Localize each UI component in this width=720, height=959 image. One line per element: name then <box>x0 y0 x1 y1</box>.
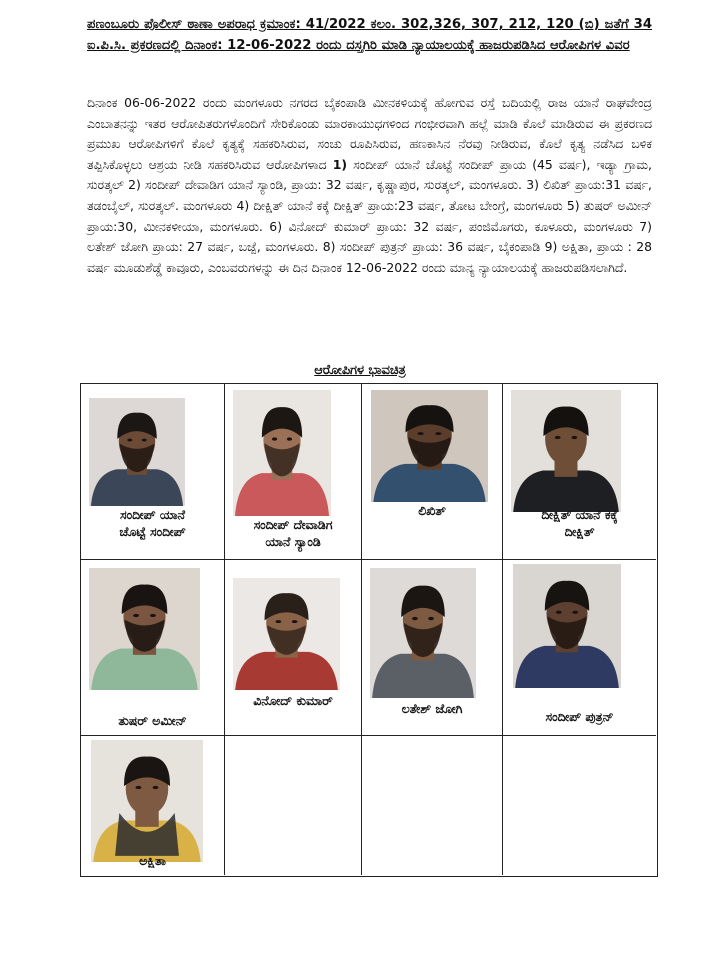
accused-name-line: ಅಕ್ಷಿತಾ <box>139 853 166 868</box>
accused-name-label <box>503 506 656 540</box>
accused-name-line: ಸಂದೀಪ್ ದೇವಾಡಿಗ <box>253 517 333 532</box>
accused-name-label <box>362 700 502 717</box>
photo-cell <box>81 736 225 875</box>
accused-photo <box>89 568 200 690</box>
document-heading: ಪಣಂಬೂರು ಪೊಲೀಸ್ ಠಾಣಾ ಅಪರಾಧ ಕ್ರಮಾಂಕ: 41/2022 ಕಲಂ. 302,326, 307, 212, 120 (ಬಿ) ಜತೆಗೆ 34 ಐ.ಪಿ.ಸಿ. ಪ್ರಕರಣದಲ್ಲಿ ದಿನಾಂಕ: 12-06-2022 ರಂದು ದಸ್ತಗಿರಿ ಮಾಡಿ ನ್ಯಾಯಾಲಯಕ್ಕೆ ಹಾಜರುಪಡಿಸಿದ ಆರೋಪಿಗಳ ವಿವರ <box>87 17 652 53</box>
accused-name-label <box>362 502 502 519</box>
photo-cell <box>503 560 656 736</box>
accused-photo <box>233 390 331 516</box>
case-description-part2: ಸಂದೀಪ್ ಯಾನೆ ಚೊಟ್ಟೆ ಸಂದೀಪ್ ಪ್ರಾಯ (45 ವರ್ಷ), ಇಡ್ಯಾ ಗ್ರಾಮ, ಸುರತ್ಕಲ್ 2) ಸಂದೀಪ್ ದೇವಾಡಿಗ ಯಾನೆ ಸ್ಯಾಂಡಿ, ಪ್ರಾಯ: 32 ವರ್ಷ, ಕೃಷ್ಣಾಪುರ, ಸುರತ್ಕಲ್, ಮಂಗಳೂರು. 3) ಲಿಖಿತ್ ಪ್ರಾಯ:31 ವರ್ಷ, ತಡಂಬೈಲ್, ಸುರತ್ಕಲ್. ಮಂಗಳೂರು 4) ದೀಕ್ಷಿತ್ ಯಾನೆ ಕಕ್ಕೆ ದೀಕ್ಷಿತ್ ಪ್ರಾಯ:23 ವರ್ಷ, ತೋಟ ಬೇಂಗ್ರೆ, ಮಂಗಳೂರು 5) ತುಷರ್ ಅಮೀನ್ ಪ್ರಾಯ:30, ಮೀನಕಳೀಯಾ, ಮಂಗಳೂರು. 6) ವಿನೋದ್ ಕುಮಾರ್ ಪ್ರಾಯ: 32 ವರ್ಷ, ಪಂಜಿಮೊಗರು, ಕೂಳೂರು, ಮಂಗಳೂರು 7) ಲತೇಶ್ ಜೋಗಿ ಪ್ರಾಯ: 27 ವರ್ಷ, ಬಜ್ಪೆ, ಮಂಗಳೂರು. 8) ಸಂದೀಪ್ ಪುತ್ರನ್ ಪ್ರಾಯ: 36 ವರ್ಷ, ಬೈಕಂಪಾಡಿ 9) ಅಕ್ಷಿತಾ, ಪ್ರಾಯ : 28 ವರ್ಷ ಮೂಡುಶೆಡ್ಡೆ ಕಾವೂರು, ಎಂಬವರುಗಳನ್ನು ಈ ದಿನ ದಿನಾಂಕ 12-06-2022 ರಂದು ಮಾನ್ಯ ನ್ಯಾಯಾಲಯಕ್ಕೆ ಹಾಜರುಪಡಿಸಲಾಗಿದೆ. <box>87 156 652 275</box>
accused-name-line: ಲತೇಶ್ ಜೋಗಿ <box>401 701 463 716</box>
accused-name-label <box>225 692 361 709</box>
photo-cell <box>81 560 225 736</box>
accused-photo <box>233 578 340 690</box>
photo-cell <box>225 560 362 736</box>
photo-cell <box>81 384 225 560</box>
accused-photo <box>513 564 621 688</box>
photo-cell <box>362 384 503 560</box>
accused-name-label <box>81 712 224 729</box>
photo-cell <box>362 560 503 736</box>
accused-photo <box>511 390 621 512</box>
accused-name-label <box>81 852 224 869</box>
accused-name-line: ಸಂದೀಪ್ ಯಾನೆ <box>120 507 185 522</box>
accused-photo <box>371 390 488 502</box>
accused-name-line: ಯಾನೆ ಸ್ಯಾಂಡಿ <box>265 534 321 549</box>
accused-photo <box>91 740 203 862</box>
photo-cell <box>225 384 362 560</box>
accused-photo <box>370 568 476 698</box>
photo-cell <box>225 736 362 875</box>
accused-name-label <box>225 516 361 550</box>
accused-name-line: ಚೊಟ್ಟೆ ಸಂದೀಪ್ <box>119 524 186 539</box>
photo-cell <box>362 736 503 875</box>
accused-name-line: ಲಿಖಿತ್ <box>418 503 446 518</box>
case-description-bold-number: 1) <box>332 156 347 172</box>
accused-name-line: ದೀಕ್ಷಿತ್ ಯಾನೆ ಕಕ್ಕೆ <box>541 507 618 522</box>
photo-table-title: ಆರೋಪಿಗಳ ಭಾವಚಿತ್ರ <box>314 363 406 378</box>
accused-photo-grid <box>80 383 658 877</box>
accused-name-line: ದೀಕ್ಷಿತ್ <box>564 524 595 539</box>
accused-name-line: ತುಷರ್ ಅಮೀನ್ <box>118 713 187 728</box>
accused-photo <box>89 398 185 506</box>
photo-cell <box>503 736 656 875</box>
case-description-part1: ದಿನಾಂಕ 06-06-2022 ರಂದು ಮಂಗಳೂರು ನಗರದ ಬೈಕಂಪಾಡಿ ಮೀನಕಳಿಯಕ್ಕೆ ಹೋಗುವ ರಸ್ತೆ ಬದಿಯಲ್ಲಿ ರಾಜ ಯಾನೆ ರಾಘವೇಂದ್ರ ಎಂಬಾತನನ್ನು ಇತರ ಆರೋಪಿತರುಗಳೊಂದಿಗೆ ಸೇರಿಕೊಂಡು ಮಾರಕಾಯುಧಗಳಿಂದ ಗಂಭೀರವಾಗಿ ಹಲ್ಲೆ ಮಾಡಿ ಕೊಲೆ ಮಾಡಿರುವ ಈ ಪ್ರಕರಣದ ಪ್ರಮುಖ ಆರೋಪಿಗಳಿಗೆ ಕೊಲೆ ಕೃತ್ಯಕ್ಕೆ ಸಹಕರಿಸಿರುವ, ಸಂಚು ರೂಪಿಸಿರುವ, ಹಣಕಾಸಿನ ನೆರವು ನೀಡಿರುವ, ಕೊಲೆ ಕೃತ್ಯ ನಡೆಸಿದ ಬಳಿಕ ತಪ್ಪಿಸಿಕೊಳ್ಳಲು ಆಶ್ರಯ ನೀಡಿ ಸಹಕರಿಸಿರುವ ಆರೋಪಿಗಳಾದ <box>87 95 652 172</box>
accused-name-line: ವಿನೋದ್ ಕುಮಾರ್ <box>253 693 333 708</box>
case-description <box>87 93 652 278</box>
accused-name-label <box>81 506 224 540</box>
accused-name-label <box>503 708 656 725</box>
photo-cell <box>503 384 656 560</box>
accused-name-line: ಸಂದೀಪ್ ಪುತ್ರನ್ <box>545 709 614 724</box>
